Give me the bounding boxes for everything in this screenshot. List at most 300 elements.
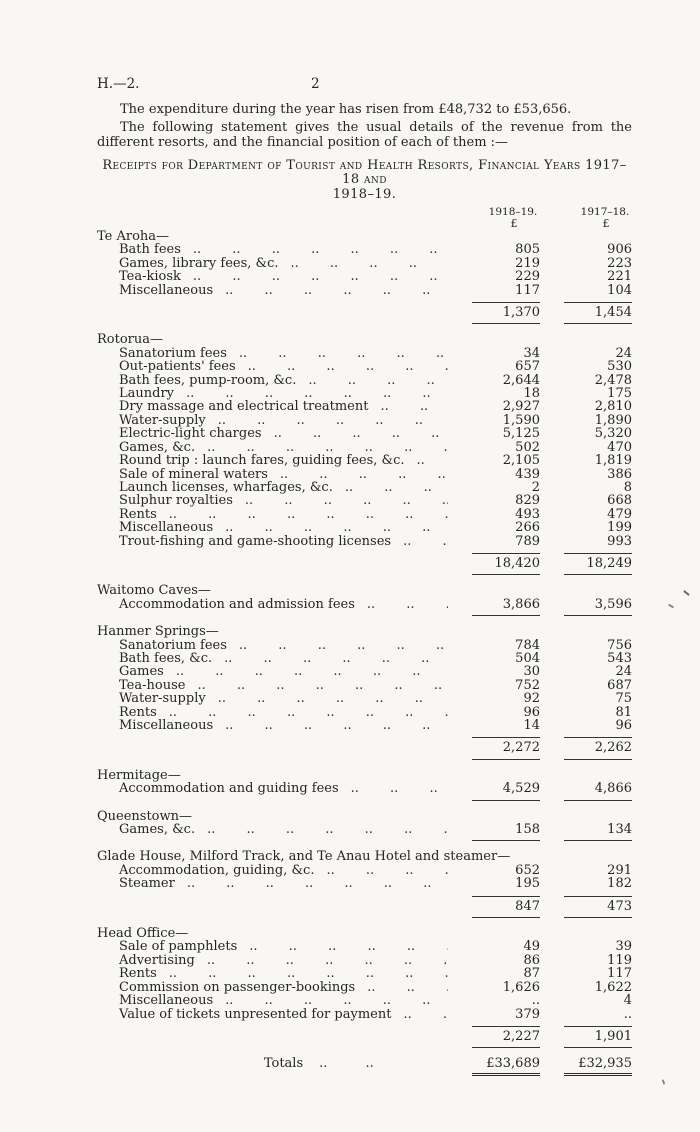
row-label-cell [97, 427, 448, 440]
row-label: Tea-house [119, 678, 186, 693]
rule-line-1917-18 [564, 800, 632, 801]
value-1917-18: 39 [615, 939, 632, 955]
value-1917-18: 117 [607, 966, 632, 982]
leader-dots [206, 414, 448, 427]
section-heading: Hanmer Springs— [97, 624, 219, 640]
value-1917-18: 993 [607, 533, 632, 549]
value-1918-19: 502 [515, 439, 540, 455]
row-label-cell [97, 374, 448, 387]
paragraph-statement [97, 120, 632, 151]
subtotal-1918-19: 18,420 [494, 555, 540, 571]
row-label-cell [97, 508, 448, 521]
row-label-cell [97, 994, 448, 1007]
table-row [97, 692, 632, 705]
subtotal-spacer [97, 554, 448, 572]
row-label: Sale of pamphlets [119, 940, 238, 954]
row-label: Games, &c. [119, 823, 196, 837]
table-row [97, 954, 632, 967]
row-label-cell [97, 494, 448, 507]
rule-line-1917-18 [564, 759, 632, 760]
value-1917-18: 223 [607, 255, 632, 271]
row-label-cell [97, 679, 448, 692]
value-1917-18: 4,866 [594, 781, 632, 797]
value-1918-19: 1,626 [502, 979, 540, 995]
section-heading: Rotorua— [97, 332, 164, 348]
value-1918-19: .. [531, 993, 540, 1009]
row-label-cell [97, 400, 448, 413]
subtotal-row [97, 554, 632, 572]
value-1917-18: 175 [607, 386, 632, 402]
doc-reference: H.—2. [97, 76, 140, 92]
rule-row [97, 759, 632, 760]
value-1917-18: 470 [607, 439, 632, 455]
leader-dots [368, 400, 448, 413]
value-1917-18: 1,622 [594, 979, 632, 995]
value-1917-18: 75 [615, 691, 632, 707]
row-label: Bath fees, pump-room, &c. [119, 373, 297, 388]
value-1917-18: 221 [607, 269, 632, 285]
table-row [97, 967, 632, 980]
table-row [97, 243, 632, 256]
table-row [97, 940, 632, 953]
row-label-cell [97, 481, 448, 494]
leader-dots [174, 387, 448, 400]
rule-line-1918-19 [472, 615, 540, 616]
table-row [97, 374, 632, 387]
value-1918-19: 493 [515, 506, 540, 522]
rule-line-1917-18 [564, 615, 632, 616]
value-1917-18: 104 [607, 282, 632, 298]
leader-dots [233, 494, 448, 507]
leader-dots [296, 374, 448, 387]
leader-dots [213, 521, 448, 534]
leader-dots [262, 427, 448, 440]
table-row [97, 598, 632, 611]
row-label: Value of tickets unpresented for payment [119, 1007, 392, 1021]
row-label: Miscellaneous [119, 994, 214, 1008]
table-row [97, 481, 632, 494]
table-row [97, 400, 632, 413]
row-label-cell [97, 692, 448, 705]
rule-row [97, 840, 632, 841]
leader-dots [333, 481, 448, 494]
rule-row [97, 917, 632, 918]
rule-spacer [97, 840, 448, 841]
receipts-table [97, 206, 632, 1076]
value-1918-19: 18 [523, 386, 540, 402]
row-label-cell [97, 243, 448, 256]
leader-dots [181, 243, 448, 256]
leader-dots [175, 877, 448, 890]
row-label-cell [97, 347, 448, 360]
value-1918-19: 2 [531, 479, 540, 495]
subtotal-spacer [97, 303, 448, 321]
currency-symbol-1918-19: £ [510, 217, 518, 230]
table-row [97, 665, 632, 678]
leader-dots [213, 284, 448, 297]
section-heading: Head Office— [97, 926, 189, 942]
row-label: Dry massage and electrical treatment [119, 400, 369, 414]
value-1918-19: 117 [515, 282, 540, 298]
value-1917-18: 81 [615, 704, 632, 720]
section-heading-row [97, 230, 632, 243]
value-1918-19: 229 [515, 269, 540, 285]
row-label-cell [97, 877, 448, 890]
section-heading-row [97, 927, 632, 940]
value-1918-19: 789 [515, 533, 540, 549]
value-1918-19: 379 [515, 1006, 540, 1022]
row-label-cell [97, 981, 448, 994]
table-row [97, 360, 632, 373]
table-row [97, 823, 632, 836]
value-1917-18: 906 [607, 242, 632, 258]
leader-dots [157, 967, 448, 980]
row-label: Sulphur royalties [119, 494, 233, 508]
subtotal-1917-18: 2,262 [594, 740, 632, 756]
leader-dots [185, 679, 448, 692]
totals-label: Totals [263, 1056, 304, 1072]
table-row [97, 719, 632, 732]
rule-row [97, 615, 632, 616]
row-label: Games [119, 665, 164, 679]
rule-spacer [97, 800, 448, 801]
column-header-1917-18: 1917–18. [580, 206, 630, 218]
value-1918-19: 805 [515, 242, 540, 258]
row-label-cell [97, 270, 448, 283]
value-1917-18: 2,478 [594, 372, 632, 388]
leader-dots [339, 782, 448, 795]
row-label: Accommodation and guiding fees [119, 782, 339, 796]
rule-spacer [97, 917, 448, 918]
leader-dots [314, 864, 448, 877]
table-row [97, 521, 632, 534]
value-1918-19: 14 [523, 718, 540, 733]
leader-dots [181, 270, 448, 283]
value-1918-19: 752 [515, 677, 540, 693]
table-row [97, 387, 632, 400]
row-label: Games, &c. [119, 440, 196, 455]
value-1917-18: 3,596 [594, 596, 632, 612]
table-row [97, 639, 632, 652]
row-label: Bath fees, &c. [119, 651, 213, 666]
totals-value-1917-18: £32,935 [564, 1057, 632, 1075]
row-label-cell [97, 864, 448, 877]
table-row [97, 427, 632, 440]
table-row [97, 454, 632, 467]
row-label-cell [97, 535, 448, 548]
value-1918-19: 652 [515, 862, 540, 878]
leader-dots [405, 454, 449, 467]
row-label-cell [97, 284, 448, 297]
rule-line-1918-19 [472, 1047, 540, 1048]
resort-section [97, 769, 632, 801]
resort-section [97, 230, 632, 324]
table-row [97, 1008, 632, 1021]
section-heading-row [97, 625, 632, 638]
table-title-line2: 1918–19. [332, 186, 397, 202]
row-label-cell [97, 665, 448, 678]
value-1918-19: 784 [515, 637, 540, 653]
row-label: Laundry [119, 387, 175, 401]
section-heading-row [97, 850, 632, 863]
row-label-cell [97, 1008, 448, 1021]
column-header-spacer [97, 206, 448, 218]
leader-dots [355, 981, 448, 994]
row-label: Advertising [119, 953, 195, 968]
table-row [97, 994, 632, 1007]
rule-line-1917-18 [564, 917, 632, 918]
table-row [97, 441, 632, 454]
subtotal-spacer [97, 897, 448, 915]
table-row [97, 706, 632, 719]
subtotal-1917-18: 1,454 [594, 305, 632, 321]
value-1917-18: 96 [615, 718, 632, 733]
ink-speck [662, 1079, 666, 1084]
column-headers [97, 206, 632, 218]
leader-dots [391, 1008, 448, 1021]
rule-spacer [97, 759, 448, 760]
row-label: Rents [119, 705, 157, 719]
row-label: Out-patients' fees [119, 360, 236, 374]
value-1918-19: 158 [515, 822, 540, 838]
value-1918-19: 86 [523, 952, 540, 968]
page-header [97, 76, 632, 92]
value-1918-19: 96 [523, 704, 540, 720]
table-row [97, 508, 632, 521]
subtotal-row [97, 1027, 632, 1045]
row-label: Bath fees [119, 243, 181, 257]
value-1917-18: 687 [607, 677, 632, 693]
value-1917-18: 134 [607, 822, 632, 838]
rule-spacer [97, 1047, 448, 1048]
section-heading-row [97, 810, 632, 823]
value-1918-19: 5,125 [502, 426, 540, 442]
resort-section [97, 850, 632, 918]
value-1917-18: 2,810 [594, 399, 632, 415]
subtotal-spacer [97, 1027, 448, 1045]
page-number: 2 [311, 76, 320, 92]
row-label: Sanatorium fees [119, 638, 227, 652]
leader-dots [195, 954, 448, 967]
rule-spacer [97, 323, 448, 324]
row-label-cell [97, 468, 448, 481]
row-label: Sale of mineral waters [119, 467, 268, 481]
section-heading-row [97, 333, 632, 346]
rule-row [97, 574, 632, 575]
rule-line-1917-18 [564, 1047, 632, 1048]
subtotal-1917-18: 1,901 [594, 1028, 632, 1044]
rule-spacer [97, 615, 448, 616]
row-label-cell [97, 940, 448, 953]
row-label-cell [97, 257, 448, 270]
section-heading: Glade House, Milford Track, and Te Anau Hotel and steamer— [97, 849, 511, 865]
value-1918-19: 4,529 [502, 781, 540, 797]
value-1918-19: 92 [523, 691, 540, 707]
value-1917-18: 668 [607, 493, 632, 509]
subtotal-1918-19: 2,227 [502, 1028, 540, 1044]
rule-line-1918-19 [472, 840, 540, 841]
value-1917-18: 4 [623, 993, 632, 1009]
leader-dots [157, 706, 448, 719]
table-row [97, 468, 632, 481]
section-heading-row [97, 769, 632, 782]
value-1918-19: 1,590 [502, 412, 540, 428]
value-1918-19: 829 [515, 493, 540, 509]
totals-leader-dots [303, 1057, 391, 1075]
value-1917-18: 119 [607, 952, 632, 968]
table-title-line1: Receipts for Department of Tourist and Health Resorts, Financial Years 1917–18 and [102, 157, 627, 187]
row-label: Rents [119, 507, 157, 522]
row-label-cell [97, 954, 448, 967]
row-label-cell [97, 454, 448, 467]
totals-label-cell [97, 1057, 448, 1075]
rule-line-1918-19 [472, 800, 540, 801]
value-1917-18: 291 [607, 862, 632, 878]
leader-dots [195, 441, 448, 454]
subtotal-1918-19: 1,370 [502, 305, 540, 321]
table-row [97, 257, 632, 270]
section-heading: Waitomo Caves— [97, 583, 211, 599]
subtotal-spacer [97, 738, 448, 756]
row-label: Trout-fishing and game-shooting licenses [119, 534, 392, 548]
value-1918-19: 2,105 [502, 453, 540, 469]
row-label: Accommodation and admission fees [119, 597, 355, 612]
row-label: Round trip : launch fares, guiding fees, &c. [119, 454, 405, 468]
paragraph-statement-text: The following statement gives the usual details of the revenue from the different resorts, and the financial position of each of them :— [97, 119, 632, 150]
value-1917-18: 199 [607, 520, 632, 536]
row-label-cell [97, 387, 448, 400]
currency-symbol-1917-18: £ [602, 217, 610, 230]
leader-dots [212, 652, 448, 665]
currency-row [97, 218, 632, 230]
totals-row [97, 1057, 632, 1075]
table-row [97, 270, 632, 283]
leader-dots [391, 535, 448, 548]
leader-dots [213, 719, 448, 732]
row-label: Accommodation, guiding, &c. [119, 863, 315, 878]
leader-dots [157, 508, 448, 521]
value-1918-19: 266 [515, 520, 540, 536]
row-label: Miscellaneous [119, 521, 214, 535]
rule-line-1917-18 [564, 574, 632, 575]
value-1917-18: 8 [623, 479, 632, 495]
row-label: Miscellaneous [119, 719, 214, 733]
table-row [97, 535, 632, 548]
table-row [97, 679, 632, 692]
row-label-cell [97, 706, 448, 719]
leader-dots [268, 468, 448, 481]
subtotal-1917-18: 18,249 [586, 555, 632, 571]
totals-value-1918-19: £33,689 [472, 1057, 540, 1075]
value-1917-18: 5,320 [594, 426, 632, 442]
value-1917-18: 1,890 [594, 412, 632, 428]
leader-dots [195, 823, 448, 836]
rule-spacer [97, 574, 448, 575]
row-label-cell [97, 360, 448, 373]
table-row [97, 981, 632, 994]
table-row [97, 652, 632, 665]
value-1918-19: 30 [523, 664, 540, 680]
rule-line-1917-18 [564, 323, 632, 324]
value-1918-19: 504 [515, 650, 540, 666]
value-1917-18: 24 [615, 664, 632, 680]
row-label: Games, library fees, &c. [119, 256, 279, 271]
value-1918-19: 34 [523, 345, 540, 361]
row-label: Steamer [119, 877, 175, 891]
subtotal-1918-19: 847 [515, 898, 540, 914]
value-1917-18: 386 [607, 466, 632, 482]
row-label: Miscellaneous [119, 283, 214, 298]
row-label-cell [97, 652, 448, 665]
resort-section [97, 584, 632, 616]
table-row [97, 347, 632, 360]
row-label: Electric-light charges [119, 427, 262, 441]
resort-section [97, 333, 632, 575]
value-1917-18: 530 [607, 359, 632, 375]
table-row [97, 782, 632, 795]
rule-line-1918-19 [472, 759, 540, 760]
leader-dots [237, 940, 448, 953]
rule-row [97, 323, 632, 324]
row-label-cell [97, 782, 448, 795]
table-row [97, 284, 632, 297]
section-heading-row [97, 584, 632, 597]
leader-dots [213, 994, 448, 1007]
rule-line-1918-19 [472, 323, 540, 324]
value-1917-18: 24 [615, 345, 632, 361]
rule-row [97, 800, 632, 801]
table-row [97, 864, 632, 877]
value-1918-19: 439 [515, 466, 540, 482]
resort-section [97, 927, 632, 1048]
value-1918-19: 3,866 [502, 596, 540, 612]
rule-line-1918-19 [472, 574, 540, 575]
row-label-cell [97, 639, 448, 652]
rule-row [97, 1047, 632, 1048]
value-1917-18: 1,819 [594, 453, 632, 469]
leader-dots [206, 692, 448, 705]
row-label-cell [97, 823, 448, 836]
leader-dots [227, 347, 448, 360]
resort-section [97, 810, 632, 842]
subtotal-row [97, 738, 632, 756]
value-1918-19: 49 [523, 939, 540, 955]
value-1917-18: 543 [607, 650, 632, 666]
table-row [97, 877, 632, 890]
leader-dots [355, 598, 448, 611]
subtotal-row [97, 897, 632, 915]
leader-dots [236, 360, 448, 373]
subtotal-row [97, 303, 632, 321]
section-heading: Queenstown— [97, 808, 193, 824]
row-label-cell [97, 521, 448, 534]
subtotal-1918-19: 2,272 [502, 740, 540, 756]
column-header-1918-19: 1918–19. [488, 206, 538, 218]
row-label: Commission on passenger-bookings [119, 980, 356, 995]
paragraph-expenditure [97, 102, 632, 118]
leader-dots [279, 257, 448, 270]
row-label: Water-supply [119, 413, 206, 428]
value-1918-19: 219 [515, 255, 540, 271]
row-label: Launch licenses, wharfages, &c. [119, 480, 333, 495]
value-1918-19: 2,644 [502, 372, 540, 388]
row-label: Water-supply [119, 692, 206, 706]
value-1918-19: 2,927 [502, 399, 540, 415]
value-1917-18: 756 [607, 637, 632, 653]
section-heading: Te Aroha— [97, 229, 170, 244]
paragraph-expenditure-text: The expenditure during the year has risen from £48,732 to £53,656. [120, 102, 572, 117]
leader-dots [164, 665, 448, 678]
